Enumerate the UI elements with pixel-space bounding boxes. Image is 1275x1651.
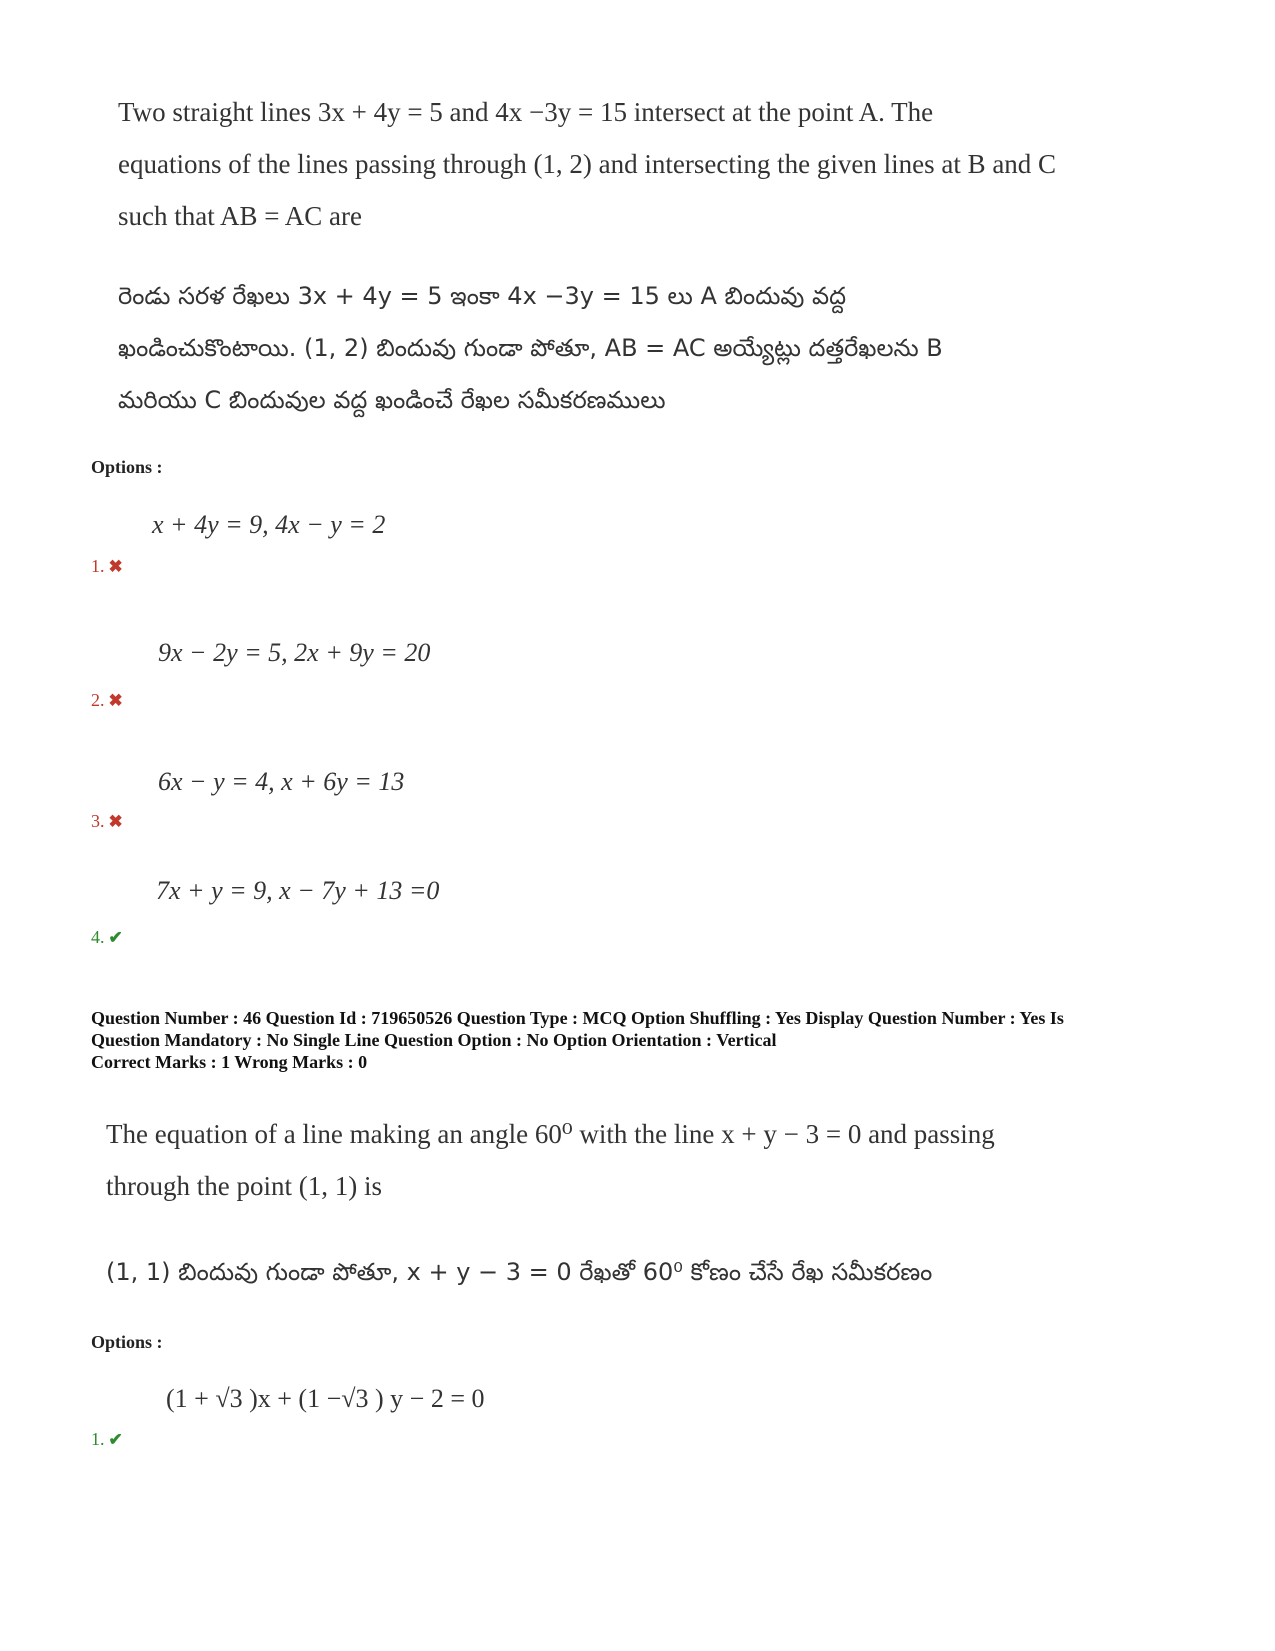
- q45-telugu-line: మరియు C బిందువుల వద్ద ఖండించే రేఖల సమీకరణములు: [118, 386, 666, 414]
- meta-line: Correct Marks : 1 Wrong Marks : 0: [91, 1052, 368, 1072]
- check-icon: ✔: [108, 928, 123, 947]
- option-number[interactable]: [91, 811, 123, 832]
- question-meta: [91, 1007, 1211, 1073]
- option-number[interactable]: [91, 927, 123, 948]
- option-equation: x + 4y = 9, 4x − y = 2: [152, 510, 386, 539]
- q46-english-line: The equation of a line making an angle 60⁰ with the line x + y − 3 = 0 and passing: [106, 1119, 995, 1149]
- option-number-text: 1.: [91, 556, 105, 576]
- cross-icon: ✖: [108, 691, 123, 710]
- q45-english-text: [118, 86, 1118, 242]
- cross-icon: ✖: [108, 557, 123, 576]
- option-number-text: 4.: [91, 927, 105, 947]
- q46-english-text: [106, 1108, 1106, 1212]
- q45-english-line: such that AB = AC are: [118, 201, 362, 231]
- option-equation: 9x − 2y = 5, 2x + 9y = 20: [158, 638, 431, 667]
- options-label: Options :: [91, 1332, 163, 1352]
- check-icon: ✔: [108, 1430, 123, 1449]
- meta-line: Question Mandatory : No Single Line Question Option : No Option Orientation : Vertical: [91, 1030, 777, 1050]
- q46-telugu-line: (1, 1) బిందువు గుండా పోతూ, x + y − 3 = 0 రేఖతో 60⁰ కోణం చేసే రేఖ సమీకరణం: [106, 1258, 933, 1286]
- meta-line: Question Number : 46 Question Id : 719650526 Question Type : MCQ Option Shuffling : Yes Display Question Number : Yes Is: [91, 1008, 1064, 1028]
- option-number[interactable]: [91, 1429, 123, 1450]
- q45-english-line: equations of the lines passing through (1, 2) and intersecting the given lines at B and C: [118, 149, 1057, 179]
- q45-telugu-text: [118, 270, 1118, 426]
- option-equation: (1 + √3 )x + (1 −√3 ) y − 2 = 0: [166, 1384, 485, 1413]
- options-label: Options :: [91, 457, 163, 477]
- q45-telugu-line: రెండు సరళ రేఖలు 3x + 4y = 5 ఇంకా 4x −3y = 15 లు A బిందువు వద్ద: [118, 282, 847, 310]
- option-number-text: 1.: [91, 1429, 105, 1449]
- option-equation: 7x + y = 9, x − 7y + 13 =0: [156, 876, 440, 905]
- option-equation: 6x − y = 4, x + 6y = 13: [158, 767, 405, 796]
- q46-english-line: through the point (1, 1) is: [106, 1171, 382, 1201]
- q45-english-line: Two straight lines 3x + 4y = 5 and 4x −3y = 15 intersect at the point A. The: [118, 97, 934, 127]
- option-number-text: 2.: [91, 690, 105, 710]
- cross-icon: ✖: [108, 812, 123, 831]
- option-number[interactable]: [91, 690, 123, 711]
- option-number-text: 3.: [91, 811, 105, 831]
- q45-telugu-line: ఖండించుకొంటాయి. (1, 2) బిందువు గుండా పోతూ, AB = AC అయ్యేట్లు దత్తరేఖలను B: [118, 334, 943, 362]
- option-number[interactable]: [91, 556, 123, 577]
